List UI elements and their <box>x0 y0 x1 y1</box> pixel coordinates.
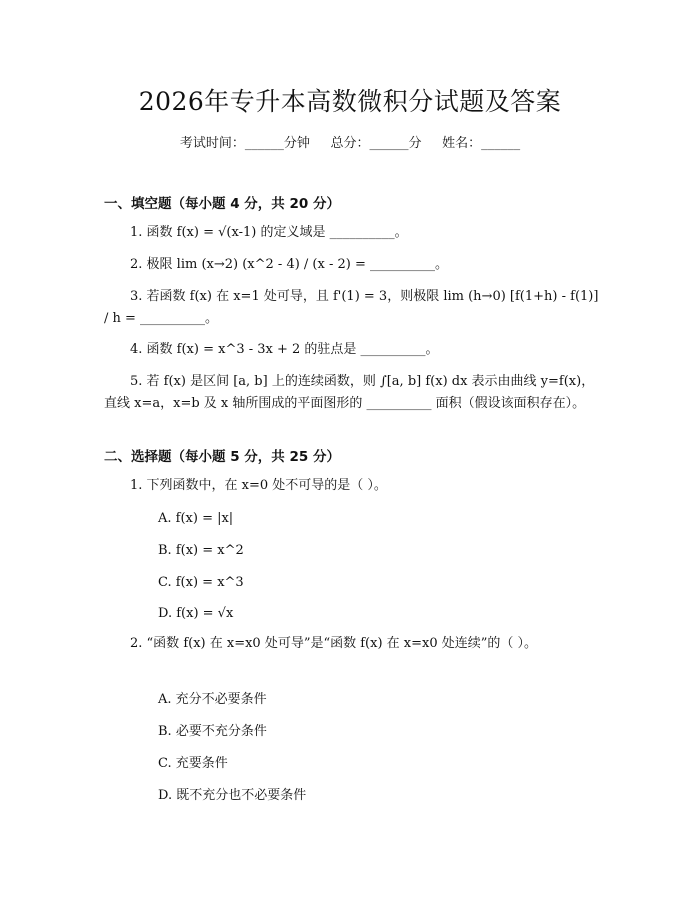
option-2b: B. 必要不充分条件 <box>158 724 267 739</box>
question-fill-2: 2. 极限 lim (x→2) (x^2 - 4) / (x - 2) = __________。 <box>130 257 448 272</box>
question-choice-2: 2. “函数 f(x) 在 x=x0 处可导”是“函数 f(x) 在 x=x0 处连续”的（ ）。 <box>130 636 538 651</box>
exam-meta-line: 考试时间：______分钟 总分：______分 姓名：______ <box>179 136 521 151</box>
question-fill-5: 5. 若 f(x) 是区间 [a, b] 上的连续函数，则 ∫[a, b] f(x) dx 表示由曲线 y=f(x)，直线 x=a，x=b 及 x 轴所围成的平面图形的 __________ 面积（假设该面积存在）。 <box>104 374 595 411</box>
option-1d: D. f(x) = √x <box>158 606 234 621</box>
document-title: 2026年专升本高数微积分试题及答案 <box>138 87 562 116</box>
question-fill-4: 4. 函数 f(x) = x^3 - 3x + 2 的驻点是 __________。 <box>130 342 439 357</box>
option-1c: C. f(x) = x^3 <box>158 575 244 590</box>
option-2a: A. 充分不必要条件 <box>158 692 267 707</box>
question-fill-3: 3. 若函数 f(x) 在 x=1 处可导，且 f'(1) = 3，则极限 lim (h→0) [f(1+h) - f(1)] / h = __________。 <box>104 289 599 326</box>
option-2d: D. 既不充分也不必要条件 <box>158 788 307 803</box>
question-choice-1: 1. 下列函数中，在 x=0 处不可导的是（ ）。 <box>130 478 387 493</box>
section-heading-multiple-choice: 二、选择题（每小题 5 分，共 25 分） <box>104 449 340 465</box>
section-heading-fill-blank: 一、填空题（每小题 4 分，共 20 分） <box>104 196 340 212</box>
question-fill-1: 1. 函数 f(x) = √(x-1) 的定义域是 __________。 <box>130 225 408 240</box>
option-1a: A. f(x) = |x| <box>158 511 234 526</box>
option-2c: C. 充要条件 <box>158 756 228 771</box>
option-1b: B. f(x) = x^2 <box>158 543 244 558</box>
